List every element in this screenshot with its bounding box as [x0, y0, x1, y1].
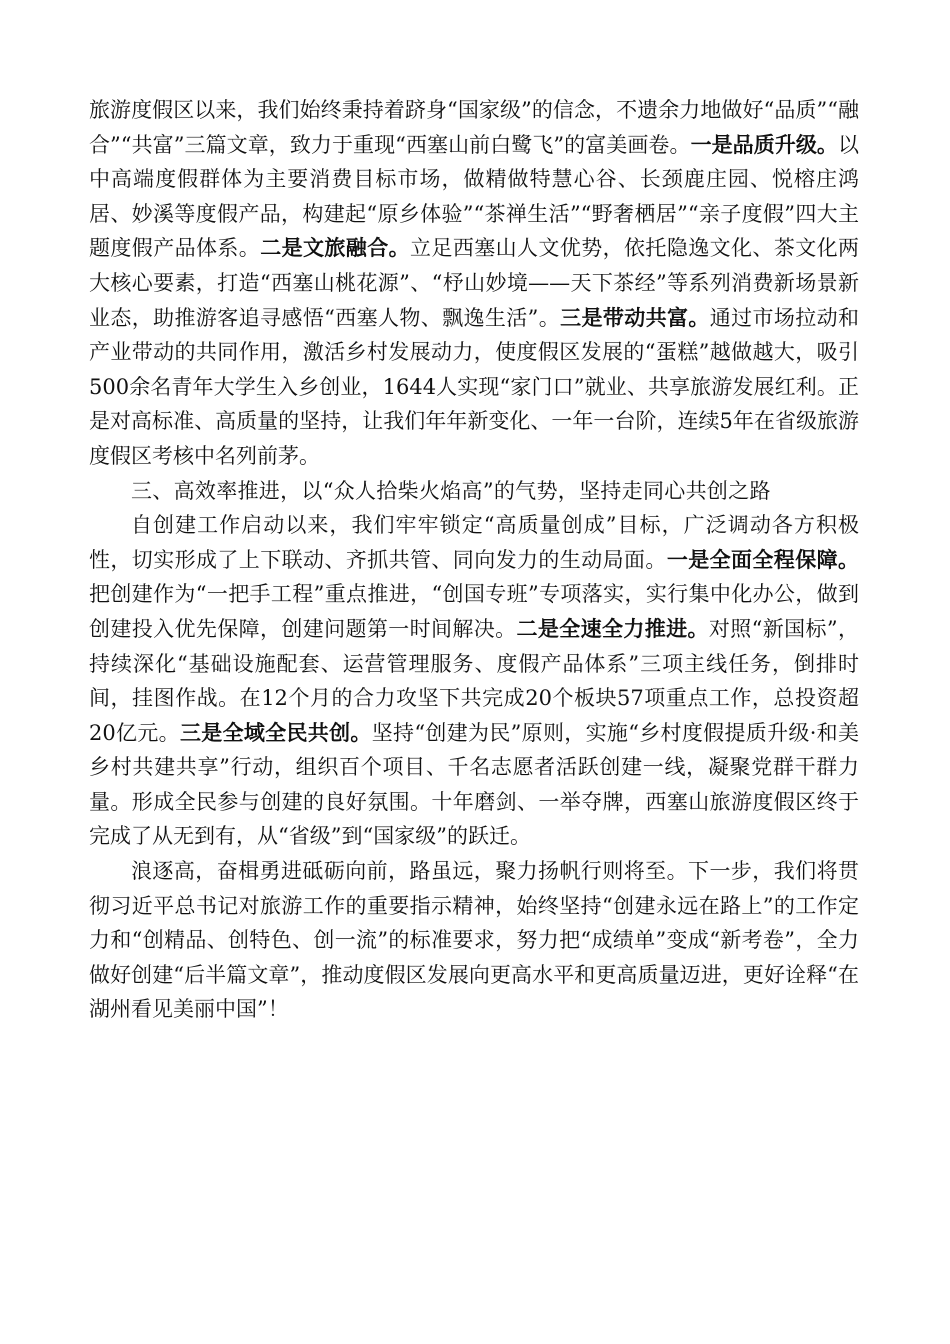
paragraph-section-three	[89, 508, 859, 854]
bold-point-all-people: 三是全域全民共创。	[179, 720, 372, 745]
paragraph-quality-integration-prosperity	[89, 93, 859, 474]
paragraph-closing: 浪逐高，奋楫勇进砥砺向前，路虽远，聚力扬帆行则将至。下一步，我们将贯彻习近平总书记对旅游工作的重要指示精神，始终坚持“创建永远在路上”的工作定力和“创精品、创特色、创一流”的标准要求，努力把“成绩单”变成“新考卷”，全力做好创建“后半篇文章”，推动度假区发展向更高水平和更高质量迈进，更好诠释“在湖州看见美丽中国”！	[89, 859, 859, 1022]
paragraph-text: 通过市场拉动和产业带动的共同作用，激活乡村发展动力，使度假区发展的“蛋糕”越做越大，吸引500余名青年大学生入乡创业，1644人实现“家门口”就业、共享旅游发展红利。正是对高标准、高质量的坚持，让我们年年新变化、一年一台阶，连续5年在省级旅游度假区考核中名列前茅。	[89, 305, 860, 468]
bold-point-full-speed: 二是全速全力推进。	[516, 616, 709, 641]
paragraph-text: 对照“新国标”，持续深化“基础设施配套、运营管理服务、度假产品体系”三项主线任务，倒排时间，挂图作战。在12个月的合力攻坚下共完成20个板块57项重点工作，总投资超20亿元。	[89, 616, 860, 745]
paragraph-text: 旅游度假区以来，我们始终秉持着跻身“国家级”的信念，不遗余力地做好“品质”“融合”“共富”三篇文章，致力于重现“西塞山前白鹭飞”的富美画卷。	[89, 98, 859, 157]
document-page	[89, 93, 859, 1027]
paragraph-text: 以中高端度假群体为主要消费目标市场，做精做特慧心谷、长颈鹿庄园、悦榕庄鸿居、妙溪等度假产品，构建起“原乡体验”“茶禅生活”“野奢栖居”“亲子度假”四大主题度假产品体系。	[89, 132, 859, 261]
paragraph-text: 把创建作为“一把手工程”重点推进，“创国专班”专项落实，实行集中化办公，做到创建投入优先保障，创建问题第一时间解决。	[89, 582, 859, 641]
bold-point-quality-upgrade: 一是品质升级。	[690, 132, 838, 157]
paragraph-text: 坚持“创建为民”原则，实施“乡村度假提质升级·和美乡村共建共享”行动，组织百个项目、千名志愿者活跃创建一线，凝聚党群干群力量。形成全民参与创建的良好氛围。十年磨剑、一举夺牌，西塞山旅游度假区终于完成了从无到有，从“省级”到“国家级”的跃迁。	[89, 720, 859, 849]
paragraph-text: 自创建工作启动以来，我们牢牢锁定“高质量创成”目标，广泛调动各方积极性，切实形成了上下联动、齐抓共管、同向发力的生动局面。	[89, 513, 859, 572]
section-heading-three: 三、高效率推进，以“众人拾柴火焰高”的气势，坚持走同心共创之路	[131, 478, 771, 503]
bold-point-culture-tourism: 二是文旅融合。	[260, 236, 411, 261]
paragraph-text: 立足西塞山人文优势，依托隐逸文化、茶文化两大核心要素，打造“西塞山桃花源”、“杼山妙境——天下茶经”等系列消费新场景新业态，助推游客追寻感悟“西塞人物、飘逸生活”。	[89, 236, 860, 330]
bold-point-full-guarantee: 一是全面全程保障。	[666, 547, 860, 572]
bold-point-common-prosperity: 三是带动共富。	[560, 305, 710, 330]
